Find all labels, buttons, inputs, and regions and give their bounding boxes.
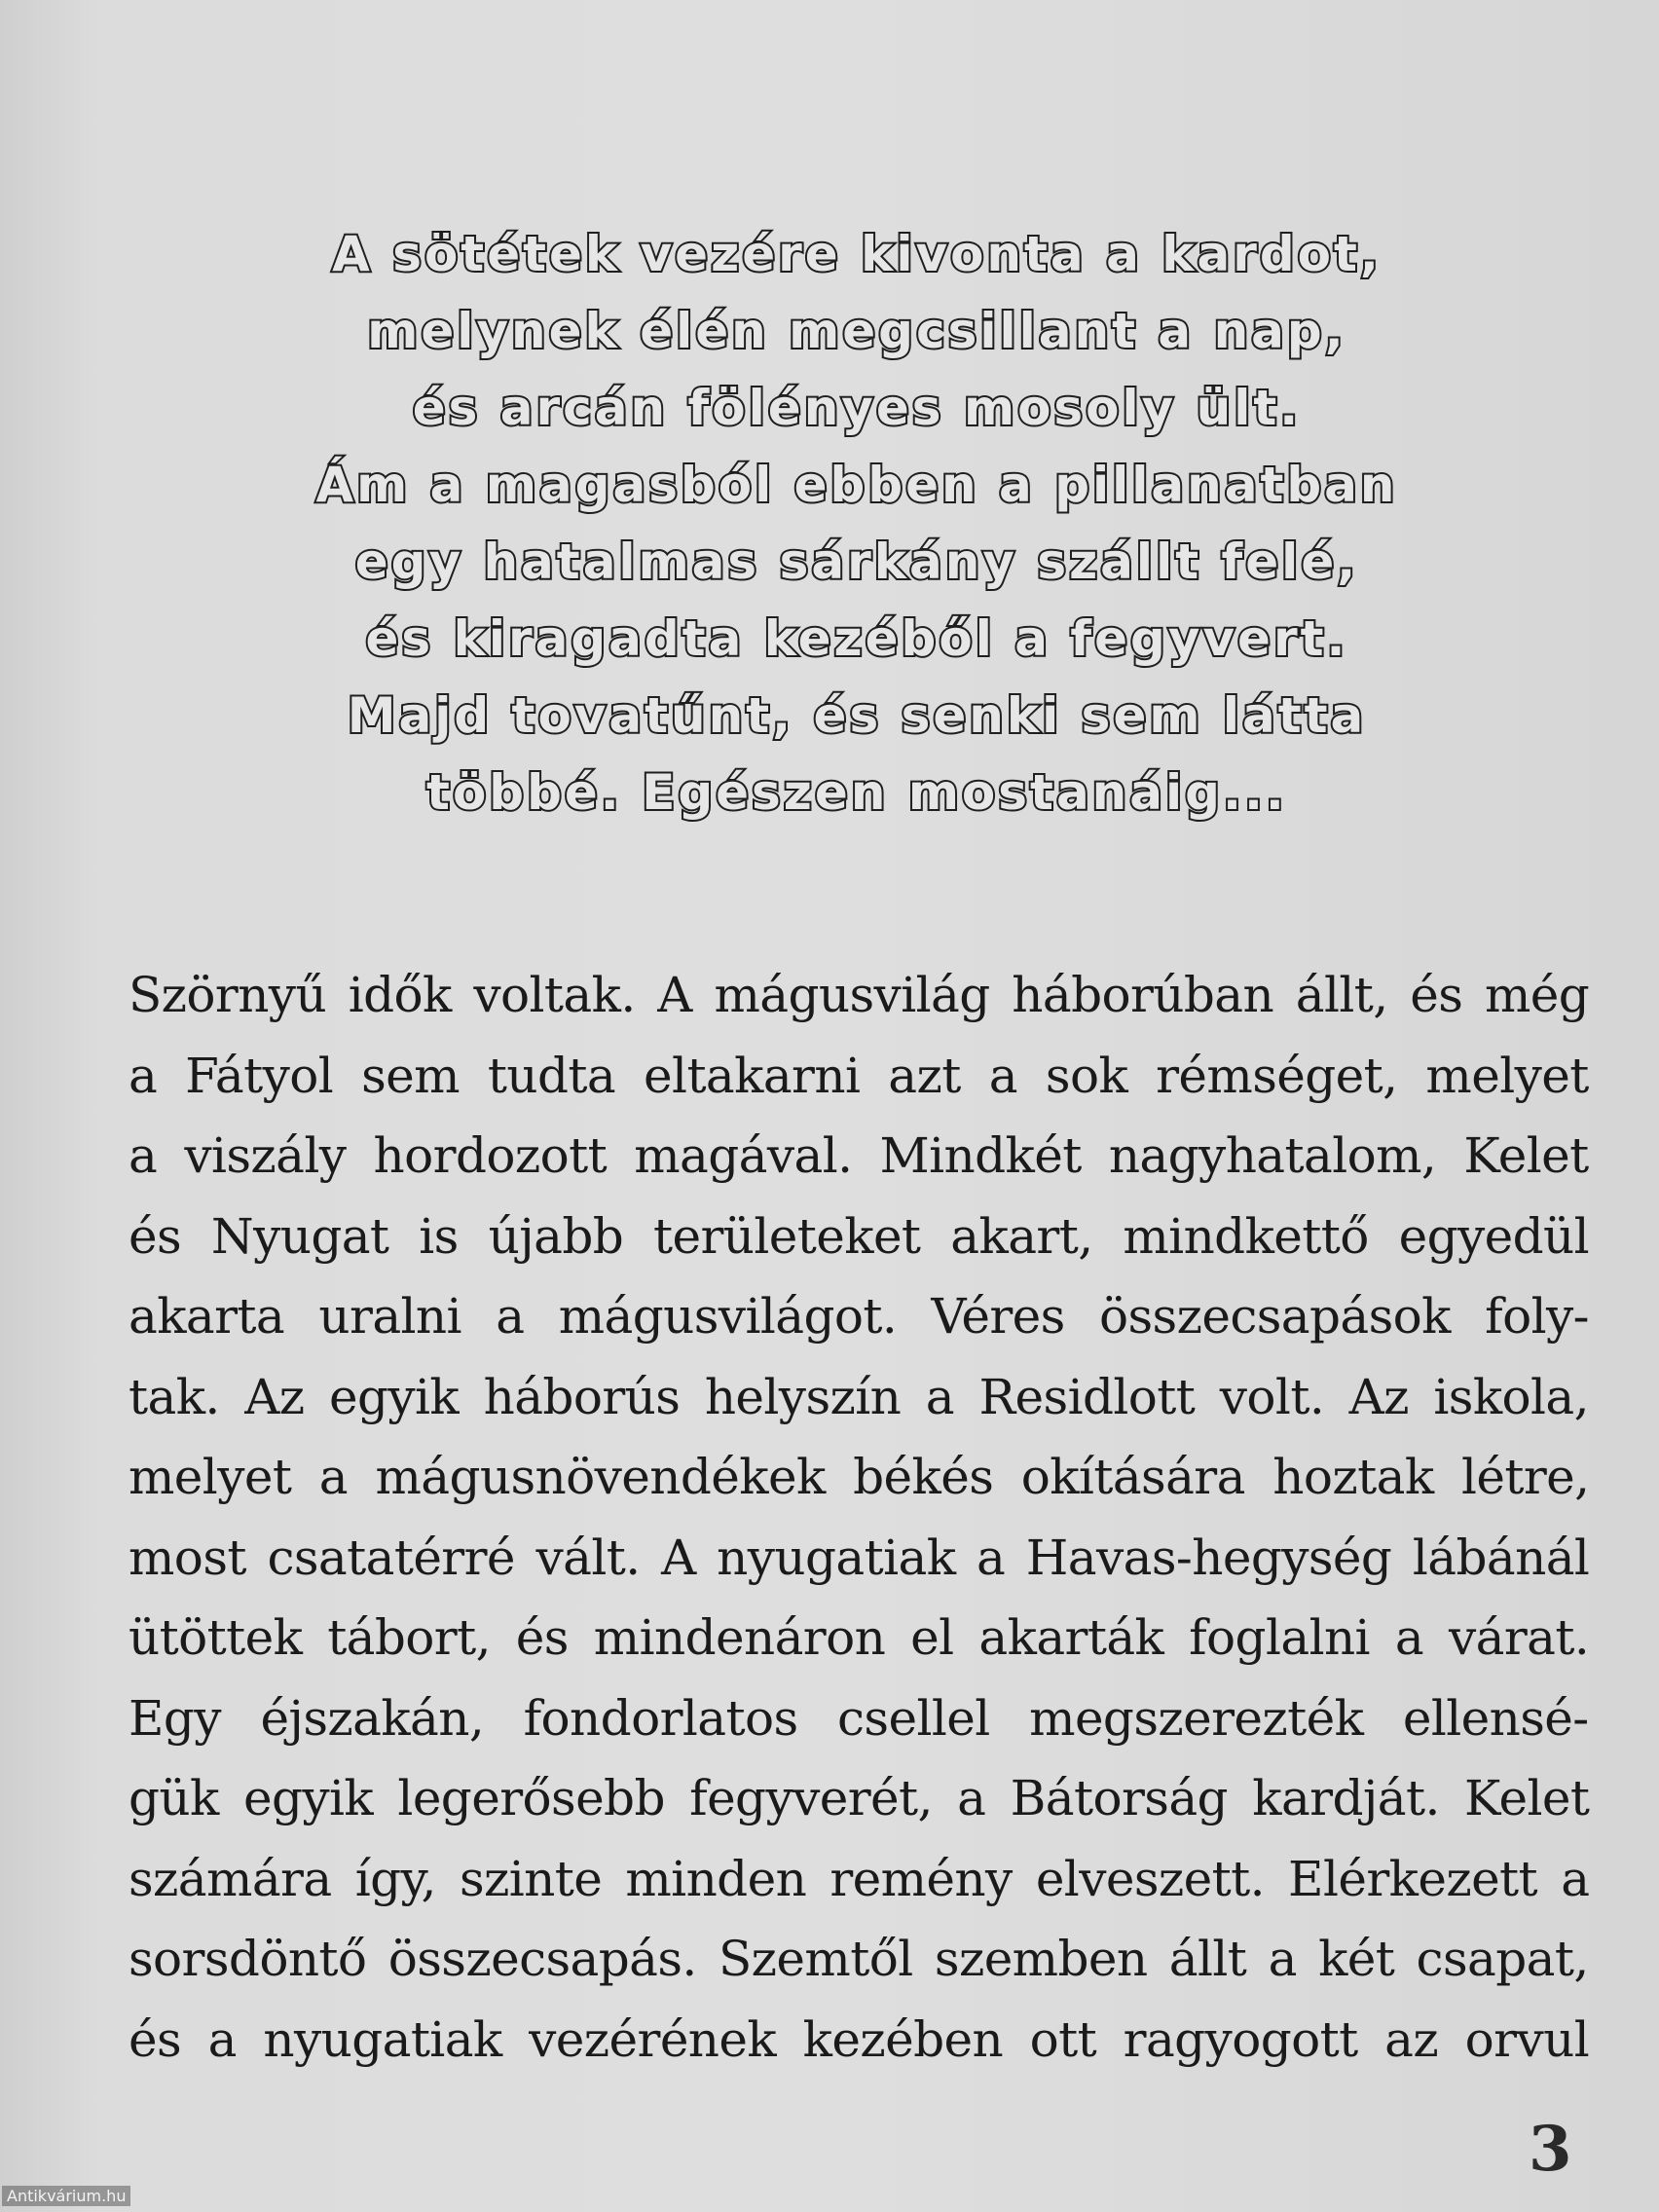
body-line: most csatatérré vált. A nyugatiak a Havas-hegység lábánál (129, 1529, 1590, 1586)
body-line: ütöttek tábort, és mindenáron el akarták foglalni a várat. (129, 1609, 1590, 1666)
body-line: tak. Az egyik háborús helyszín a Residlott volt. Az iskola, (129, 1368, 1589, 1425)
intro-line: Majd tovatűnt, és senki sem látta (347, 687, 1367, 744)
body-paragraph (129, 955, 1589, 2080)
body-line: és Nyugat is újabb területeket akart, mindkettő egyedül (129, 1207, 1590, 1265)
intro-line: melynek élén megcsillant a nap, (367, 303, 1346, 359)
body-line: Szörnyű idők voltak. A mágusvilág háborúban állt, és még (129, 967, 1590, 1023)
page-number: 3 (1529, 2113, 1572, 2186)
body-line: és a nyugatiak vezérének kezében ott ragyogott az orvul (129, 2010, 1590, 2068)
intro-line: egy hatalmas sárkány szállt felé, (354, 534, 1359, 590)
body-line: a viszály hordozott magával. Mindkét nagyhatalom, Kelet (129, 1127, 1589, 1184)
body-line: melyet a mágusnövendékek békés okítására hoztak létre, (129, 1449, 1590, 1505)
intro-line: többé. Egészen mostanáig... (426, 764, 1287, 821)
body-line: gük egyik legerősebb fegyverét, a Bátorság kardját. Kelet (129, 1770, 1590, 1826)
body-line: Egy éjszakán, fondorlatos csellel megszerezték ellensé- (129, 1689, 1589, 1747)
intro-line: A sötétek vezére kivonta a kardot, (332, 226, 1382, 282)
intro-line: és kiragadta kezéből a fegyvert. (365, 610, 1348, 667)
body-line: akarta uralni a mágusvilágot. Véres összecsapások foly- (129, 1288, 1589, 1345)
watermark: Antikvárium.hu (2, 2186, 130, 2206)
intro-line: és arcán fölényes mosoly ült. (412, 380, 1302, 436)
body-line: a Fátyol sem tudta eltakarni azt a sok rémséget, melyet (129, 1047, 1589, 1104)
intro-verse (117, 216, 1597, 831)
intro-line: Ám a magasból ebben a pillanatban (315, 457, 1398, 513)
body-line: sorsdöntő összecsapás. Szemtől szemben állt a két csapat, (129, 1931, 1589, 1987)
body-line: számára így, szinte minden remény elveszett. Elérkezett a (129, 1850, 1590, 1907)
